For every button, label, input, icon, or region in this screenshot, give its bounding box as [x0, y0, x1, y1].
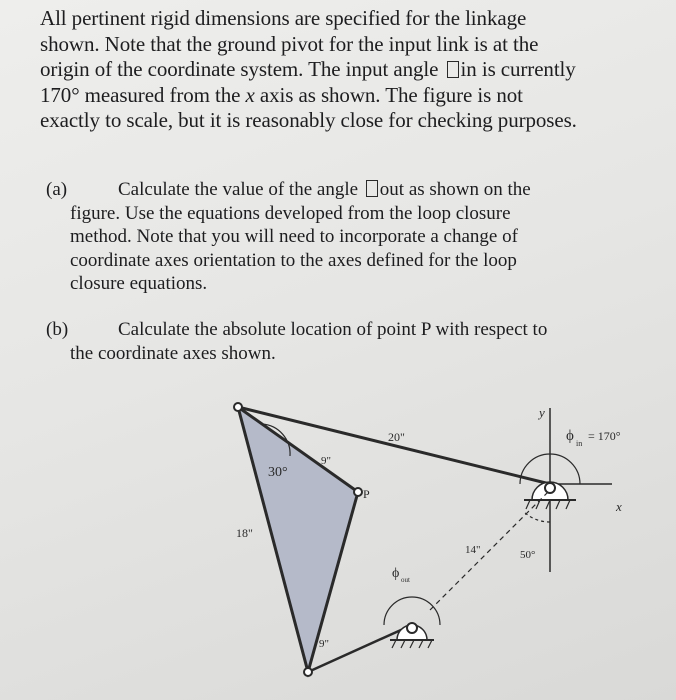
phi-in-subscript: in [576, 439, 583, 448]
side-9-top-label: 9" [321, 455, 331, 467]
input-link-length-label: 14" [465, 544, 481, 556]
angle-30-label: 30° [268, 465, 288, 480]
part-text: Calculate the absolute location of point P with respect to [118, 319, 548, 340]
intro-line: exactly to scale, but it is reasonably close for checking purposes. [40, 108, 577, 132]
pin-joint-icon [304, 668, 312, 676]
part-a-line: method. Note that you will need to incorporate a change of [70, 226, 518, 247]
output-ground-pivot-icon [390, 623, 434, 648]
intro-line: All pertinent rigid dimensions are specified for the linkage [40, 6, 527, 30]
side-9-bottom-label: 9" [319, 638, 329, 650]
phi-in-value: = 170° [588, 429, 621, 443]
x-axis-mention: x [245, 82, 255, 107]
side-18-label: 18" [236, 526, 253, 540]
intro-text: axis as shown. The figure is not [254, 82, 523, 107]
part-b-tag: (b) [46, 319, 69, 340]
phi-in-symbol: ϕ [566, 428, 574, 444]
phi-out-symbol: ϕ [392, 566, 400, 581]
intro-text: 170° measured from the [40, 82, 246, 107]
part-b-line: the coordinate axes shown. [70, 342, 276, 364]
pin-joint-icon [234, 403, 242, 411]
part-a-line: figure. Use the equations developed from the loop closure [70, 202, 511, 224]
intro-line: shown. Note that the ground pivot for the input link is at the [40, 31, 539, 56]
point-p-joint-icon [354, 488, 362, 496]
phi-out-arc [384, 597, 440, 625]
intro-text: origin of the coordinate system. The input angle [40, 57, 444, 81]
part-a-line: closure equations. [70, 273, 208, 294]
part-text: out as shown on the [379, 179, 531, 200]
coupler-length-label: 20" [388, 430, 405, 444]
phi-out-subscript: out [401, 576, 410, 584]
intro-text: in is currently [460, 57, 576, 81]
angle-50-label: 50° [520, 549, 536, 561]
part-text: Calculate the value of the angle [118, 179, 363, 200]
x-axis-label: x [616, 499, 622, 514]
part-a-tag: (a) [46, 179, 68, 200]
y-axis-label: y [539, 405, 545, 420]
part-a-line: coordinate axes orientation to the axes defined for the loop [70, 249, 517, 271]
point-p-label: P [363, 487, 370, 501]
ternary-link [238, 407, 358, 672]
